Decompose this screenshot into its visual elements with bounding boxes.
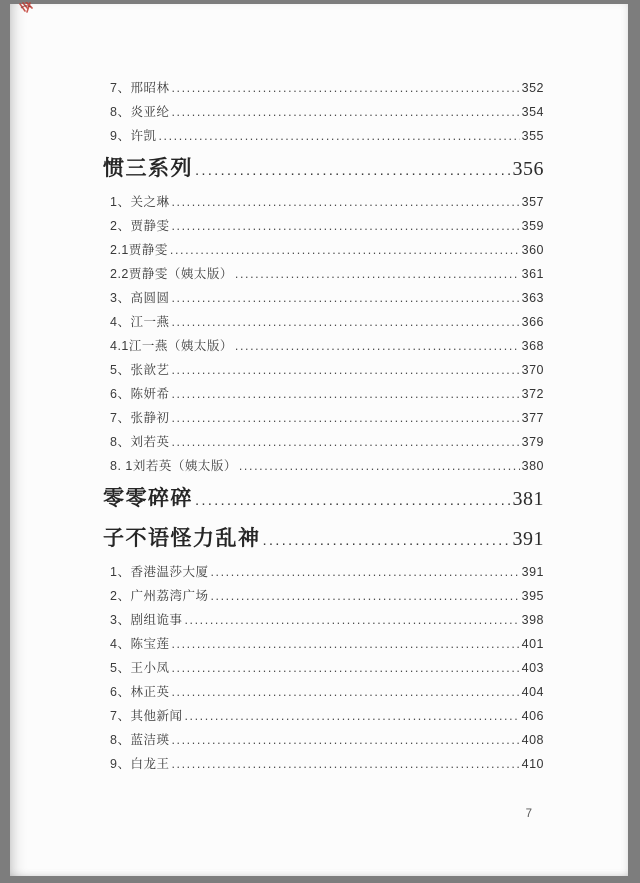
toc-entry-page: 379 — [521, 435, 544, 449]
dot-leader — [171, 195, 519, 209]
toc-entry-page: 401 — [521, 637, 544, 651]
toc-entry-label: 7、张静初 — [110, 411, 170, 425]
dot-leader — [171, 219, 519, 233]
toc-entry-page: 355 — [521, 129, 544, 143]
dot-leader — [210, 565, 519, 579]
toc-entry-label: 2.1贾静雯 — [110, 243, 168, 257]
toc-heading-page: 356 — [512, 158, 544, 180]
dot-leader — [171, 661, 519, 675]
dot-leader — [171, 81, 519, 95]
toc-entry-page: 360 — [521, 243, 544, 257]
toc-entry-page: 380 — [521, 459, 544, 473]
toc-entry[interactable] — [110, 360, 544, 384]
dot-leader — [235, 339, 520, 353]
toc-entry[interactable] — [110, 706, 544, 730]
toc-entry-page: 370 — [521, 363, 544, 377]
dot-leader — [171, 685, 519, 699]
dot-leader — [210, 589, 519, 603]
toc-entry-label: 1、香港温莎大厦 — [110, 565, 209, 579]
dot-leader — [171, 105, 519, 119]
toc-entry[interactable] — [110, 288, 544, 312]
toc-entry-label: 7、其他新闻 — [110, 709, 183, 723]
toc-entry-label: 2、贾静雯 — [110, 219, 170, 233]
toc-entry-page: 357 — [521, 195, 544, 209]
dot-leader — [195, 492, 511, 509]
toc-entry-page: 406 — [521, 709, 544, 723]
toc-heading-label: 惯三系列 — [103, 157, 193, 180]
toc-section-heading[interactable] — [103, 152, 544, 188]
dot-leader — [171, 637, 519, 651]
toc-entry-page: 403 — [521, 661, 544, 675]
toc-entry[interactable] — [110, 610, 544, 634]
dot-leader — [263, 532, 511, 549]
toc-entry[interactable] — [110, 586, 544, 610]
dot-leader — [195, 162, 511, 179]
toc-entry-page: 404 — [521, 685, 544, 699]
toc-entry[interactable] — [110, 78, 544, 102]
dot-leader — [170, 243, 520, 257]
toc-entry-label: 2、广州荔湾广场 — [110, 589, 209, 603]
toc-entry[interactable] — [110, 730, 544, 754]
toc-entry-label: 9、许凯 — [110, 129, 157, 143]
toc-entry-page: 361 — [521, 267, 544, 281]
toc-entry[interactable] — [110, 682, 544, 706]
toc-entry[interactable] — [110, 658, 544, 682]
toc-entry[interactable] — [110, 754, 544, 778]
toc-entry-label: 6、陈妍希 — [110, 387, 170, 401]
toc-entry[interactable] — [110, 312, 544, 336]
toc-entry-label: 8. 1刘若英（姨太版） — [110, 459, 237, 473]
toc-entry-label: 4.1江一燕（姨太版） — [110, 339, 233, 353]
toc-section-heading[interactable] — [103, 482, 544, 518]
toc-entry[interactable] — [110, 264, 544, 288]
document-page — [10, 4, 628, 876]
dot-leader — [171, 291, 519, 305]
toc-entry-label: 9、白龙王 — [110, 757, 170, 771]
dot-leader — [171, 733, 519, 747]
dot-leader — [171, 363, 519, 377]
toc-heading-page: 381 — [512, 488, 544, 510]
toc-entry-label: 5、张歆艺 — [110, 363, 170, 377]
toc-heading-page: 391 — [512, 528, 544, 550]
toc-entry-label: 5、王小凤 — [110, 661, 170, 675]
toc-entry[interactable] — [110, 634, 544, 658]
dot-leader — [171, 757, 519, 771]
toc-entry[interactable] — [110, 384, 544, 408]
toc-entry[interactable] — [110, 102, 544, 126]
toc-entry[interactable] — [110, 562, 544, 586]
toc-heading-label: 子不语怪力乱神 — [103, 527, 261, 550]
toc-entry-page: 363 — [521, 291, 544, 305]
toc-entry[interactable] — [110, 240, 544, 264]
page-number: 7 — [525, 808, 532, 820]
dot-leader — [235, 267, 520, 281]
toc-entry[interactable] — [110, 336, 544, 360]
toc-entry[interactable] — [110, 432, 544, 456]
dot-leader — [171, 411, 519, 425]
dot-leader — [171, 315, 519, 329]
toc-entry-label: 4、江一燕 — [110, 315, 170, 329]
toc-list — [10, 4, 628, 778]
toc-entry[interactable] — [110, 216, 544, 240]
toc-entry-page: 391 — [521, 565, 544, 579]
toc-entry-page: 366 — [521, 315, 544, 329]
toc-entry-page: 359 — [521, 219, 544, 233]
dot-leader — [239, 459, 520, 473]
toc-section-heading[interactable] — [103, 522, 544, 558]
toc-entry-label: 4、陈宝莲 — [110, 637, 170, 651]
toc-entry-page: 368 — [521, 339, 544, 353]
toc-entry-page: 352 — [521, 81, 544, 95]
toc-entry-label: 3、高圆圆 — [110, 291, 170, 305]
toc-entry-label: 2.2贾静雯（姨太版） — [110, 267, 233, 281]
dot-leader — [184, 709, 519, 723]
toc-entry-page: 377 — [521, 411, 544, 425]
toc-entry-label: 8、刘若英 — [110, 435, 170, 449]
toc-entry-page: 372 — [521, 387, 544, 401]
toc-entry-label: 7、邢昭林 — [110, 81, 170, 95]
toc-entry-label: 3、剧组诡事 — [110, 613, 183, 627]
toc-entry-page: 410 — [521, 757, 544, 771]
toc-entry-label: 8、蓝洁瑛 — [110, 733, 170, 747]
toc-entry-page: 398 — [521, 613, 544, 627]
dot-leader — [158, 129, 519, 143]
toc-entry[interactable] — [110, 126, 544, 150]
dot-leader — [171, 387, 519, 401]
dot-leader — [184, 613, 519, 627]
toc-entry-label: 8、炎亚纶 — [110, 105, 170, 119]
toc-entry-label: 6、林正英 — [110, 685, 170, 699]
toc-entry-page: 395 — [521, 589, 544, 603]
toc-entry[interactable] — [110, 456, 544, 480]
toc-entry-page: 408 — [521, 733, 544, 747]
toc-entry-page: 354 — [521, 105, 544, 119]
toc-entry[interactable] — [110, 192, 544, 216]
toc-entry-label: 1、关之琳 — [110, 195, 170, 209]
toc-heading-label: 零零碎碎 — [103, 487, 193, 510]
toc-entry[interactable] — [110, 408, 544, 432]
dot-leader — [171, 435, 519, 449]
